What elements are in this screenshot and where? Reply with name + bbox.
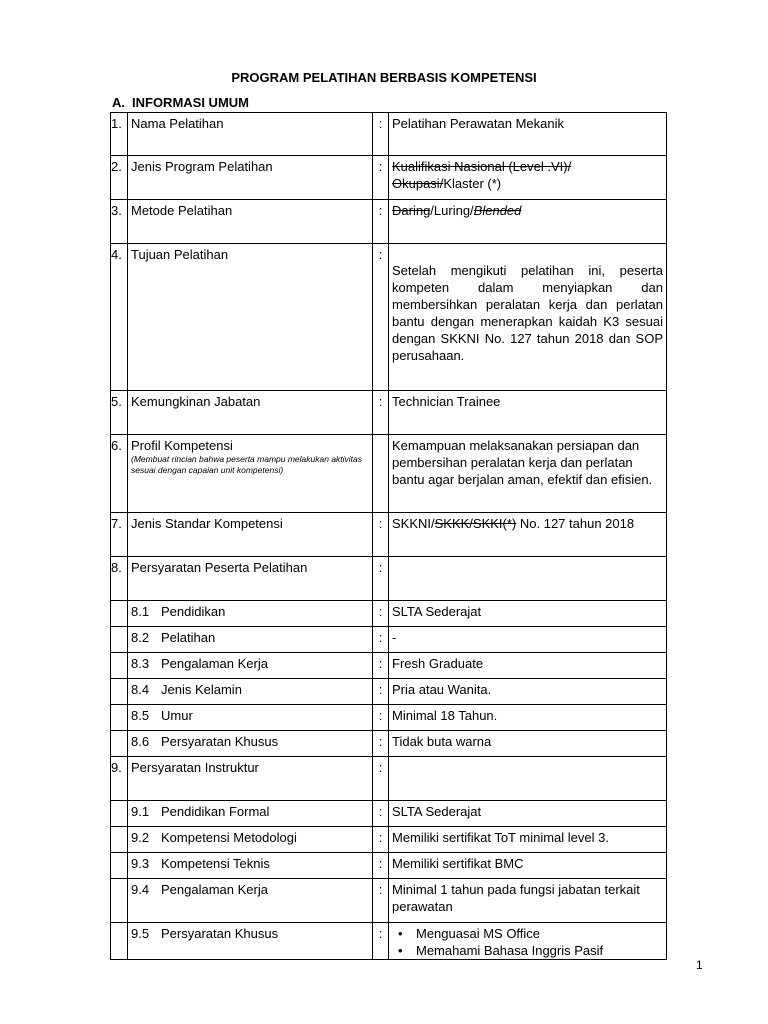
- row-number: 2.: [111, 156, 128, 200]
- table-row-persyaratan-instruktur: [111, 757, 667, 801]
- subrow-number: 8.4: [131, 682, 150, 697]
- row-colon: :: [373, 705, 389, 731]
- row-colon: :: [373, 653, 389, 679]
- subrow-value: Minimal 1 tahun pada fungsi jabatan terkait perawatan: [389, 879, 667, 923]
- table-subrow: [111, 601, 667, 627]
- subrow-text: Pengalaman Kerja: [161, 656, 268, 671]
- section-heading: [112, 95, 249, 110]
- row-colon: :: [373, 923, 389, 960]
- subrow-value: SLTA Sederajat: [389, 601, 667, 627]
- subrow-text: Persyaratan Khusus: [161, 734, 279, 749]
- row-number: [111, 653, 128, 679]
- row-colon: :: [373, 627, 389, 653]
- struck-option: Kualifikasi Nasional (Level .VI)/: [392, 159, 572, 174]
- subrow-label: [128, 923, 373, 960]
- row-number: [111, 679, 128, 705]
- row-value: Kemampuan melaksanakan persiapan dan pembersihan peralatan kerja dan perlatan bantu agar berjalan aman, efektif dan efisien.: [389, 435, 667, 513]
- row-value: [389, 200, 667, 244]
- section-letter: A.: [112, 95, 125, 110]
- row-label: Nama Pelatihan: [128, 113, 373, 156]
- profil-label: Profil Kompetensi: [131, 438, 233, 453]
- struck-option: Daring: [392, 203, 431, 218]
- table-subrow: [111, 731, 667, 757]
- struck-option: SKKK/SKKI(*): [434, 516, 517, 531]
- row-number: [111, 601, 128, 627]
- row-value: [389, 557, 667, 601]
- row-number: [111, 923, 128, 960]
- row-colon: :: [373, 853, 389, 879]
- subrow-number: 8.5: [131, 708, 150, 723]
- subrow-value: Memiliki sertifikat ToT minimal level 3.: [389, 827, 667, 853]
- bullet-list: [392, 925, 663, 959]
- row-number: 3.: [111, 200, 128, 244]
- subrow-number: 8.6: [131, 734, 150, 749]
- row-number: 6.: [111, 435, 128, 513]
- row-number: 7.: [111, 513, 128, 557]
- row-number: 4.: [111, 244, 128, 391]
- table-subrow: [111, 801, 667, 827]
- subrow-number: 9.1: [131, 804, 150, 819]
- subrow-value: Minimal 18 Tahun.: [389, 705, 667, 731]
- subrow-number: 9.5: [131, 926, 150, 941]
- row-colon: :: [373, 200, 389, 244]
- subrow-number: 8.3: [131, 656, 150, 671]
- struck-option: Okupasi/: [392, 176, 444, 191]
- subrow-number: 9.3: [131, 856, 150, 871]
- subrow-text: Persyaratan Khusus: [161, 926, 279, 941]
- row-number: [111, 879, 128, 923]
- profil-note: (Membuat rincian bahwa peserta mampu melakukan aktivitas sesuai dengan capaian unit kompetensi): [131, 454, 363, 475]
- row-number: [111, 853, 128, 879]
- table-subrow: [111, 653, 667, 679]
- subrow-text: Pengalaman Kerja: [161, 882, 268, 897]
- row-number: 5.: [111, 391, 128, 435]
- subrow-value: -: [389, 627, 667, 653]
- row-label: [128, 435, 373, 513]
- table-row-jabatan: [111, 391, 667, 435]
- table-row-profil: [111, 435, 667, 513]
- row-label: Jenis Standar Kompetensi: [128, 513, 373, 557]
- row-value: [389, 757, 667, 801]
- subrow-text: Kompetensi Metodologi: [161, 830, 297, 845]
- row-number: 9.: [111, 757, 128, 801]
- table-subrow: [111, 879, 667, 923]
- row-label: Metode Pelatihan: [128, 200, 373, 244]
- subrow-label: [128, 679, 373, 705]
- subrow-label: [128, 827, 373, 853]
- subrow-number: 8.1: [131, 604, 150, 619]
- row-colon: :: [373, 156, 389, 200]
- selected-option: /Luring/: [430, 203, 474, 218]
- row-colon: :: [373, 557, 389, 601]
- selected-option: Klaster (*): [443, 176, 502, 191]
- table-subrow: [111, 705, 667, 731]
- row-colon: :: [373, 391, 389, 435]
- row-value: Technician Trainee: [389, 391, 667, 435]
- subrow-number: 9.4: [131, 882, 150, 897]
- row-number: 1.: [111, 113, 128, 156]
- subrow-label: [128, 627, 373, 653]
- row-colon: :: [373, 513, 389, 557]
- subrow-value: Tidak buta warna: [389, 731, 667, 757]
- subrow-label: [128, 879, 373, 923]
- subrow-value: [389, 923, 667, 960]
- table-row-tujuan: [111, 244, 667, 391]
- row-label: Jenis Program Pelatihan: [128, 156, 373, 200]
- row-value: [389, 156, 667, 200]
- table-subrow: [111, 627, 667, 653]
- row-value: [389, 513, 667, 557]
- row-label: Persyaratan Instruktur: [128, 757, 373, 801]
- row-number: [111, 801, 128, 827]
- subrow-value: Fresh Graduate: [389, 653, 667, 679]
- row-number: [111, 731, 128, 757]
- row-number: 8.: [111, 557, 128, 601]
- subrow-number: 8.2: [131, 630, 150, 645]
- row-value: [389, 244, 667, 391]
- row-number: [111, 827, 128, 853]
- subrow-text: Pelatihan: [161, 630, 216, 645]
- standard-number: No. 127 tahun 2018: [516, 516, 635, 531]
- table-row-persyaratan-peserta: [111, 557, 667, 601]
- row-label: Persyaratan Peserta Pelatihan: [128, 557, 373, 601]
- document-title: PROGRAM PELATIHAN BERBASIS KOMPETENSI: [231, 70, 537, 85]
- bullet-item: • Memahami Bahasa Inggris Pasif: [392, 942, 663, 959]
- subrow-value: Pria atau Wanita.: [389, 679, 667, 705]
- table-subrow: [111, 827, 667, 853]
- subrow-label: [128, 731, 373, 757]
- row-colon: :: [373, 879, 389, 923]
- row-number: [111, 705, 128, 731]
- table-subrow: [111, 853, 667, 879]
- table-row-jenis-program: [111, 156, 667, 200]
- table-subrow: [111, 679, 667, 705]
- subrow-text: Kompetensi Teknis: [161, 856, 270, 871]
- row-colon: :: [373, 113, 389, 156]
- subrow-value: Memiliki sertifikat BMC: [389, 853, 667, 879]
- subrow-text: Umur: [161, 708, 193, 723]
- subrow-text: Pendidikan Formal: [161, 804, 270, 819]
- table-subrow: [111, 923, 667, 960]
- bullet-item: • Menguasai MS Office: [392, 925, 663, 942]
- row-colon: :: [373, 244, 389, 391]
- page-number: 1: [696, 958, 703, 972]
- row-colon: :: [373, 827, 389, 853]
- row-value: Pelatihan Perawatan Mekanik: [389, 113, 667, 156]
- subrow-label: [128, 853, 373, 879]
- selected-option: SKKNI/: [392, 516, 435, 531]
- subrow-number: 9.2: [131, 830, 150, 845]
- subrow-label: [128, 801, 373, 827]
- row-label: Tujuan Pelatihan: [128, 244, 373, 391]
- row-colon: :: [373, 757, 389, 801]
- section-label: INFORMASI UMUM: [132, 95, 249, 110]
- row-colon: :: [373, 801, 389, 827]
- struck-option: Blended: [473, 203, 522, 218]
- table-row-standar: [111, 513, 667, 557]
- subrow-label: [128, 601, 373, 627]
- row-colon: :: [373, 679, 389, 705]
- row-colon: :: [373, 601, 389, 627]
- subrow-text: Jenis Kelamin: [161, 682, 242, 697]
- subrow-label: [128, 653, 373, 679]
- subrow-text: Pendidikan: [161, 604, 226, 619]
- table-row-nama-pelatihan: [111, 113, 667, 156]
- subrow-value: SLTA Sederajat: [389, 801, 667, 827]
- tujuan-text: Setelah mengikuti pelatihan ini, peserta kompeten dalam menyiapkan dan membersihkan peralatan kerja dan perlatan bantu dengan menerapkan kaidah K3 sesuai dengan SKKNI No. 127 tahun 2018 dan SOP perusahaan.: [392, 263, 663, 363]
- information-table: [110, 112, 667, 960]
- row-label: Kemungkinan Jabatan: [128, 391, 373, 435]
- table-row-metode: [111, 200, 667, 244]
- row-number: [111, 627, 128, 653]
- row-colon: [373, 435, 389, 513]
- row-colon: :: [373, 731, 389, 757]
- subrow-label: [128, 705, 373, 731]
